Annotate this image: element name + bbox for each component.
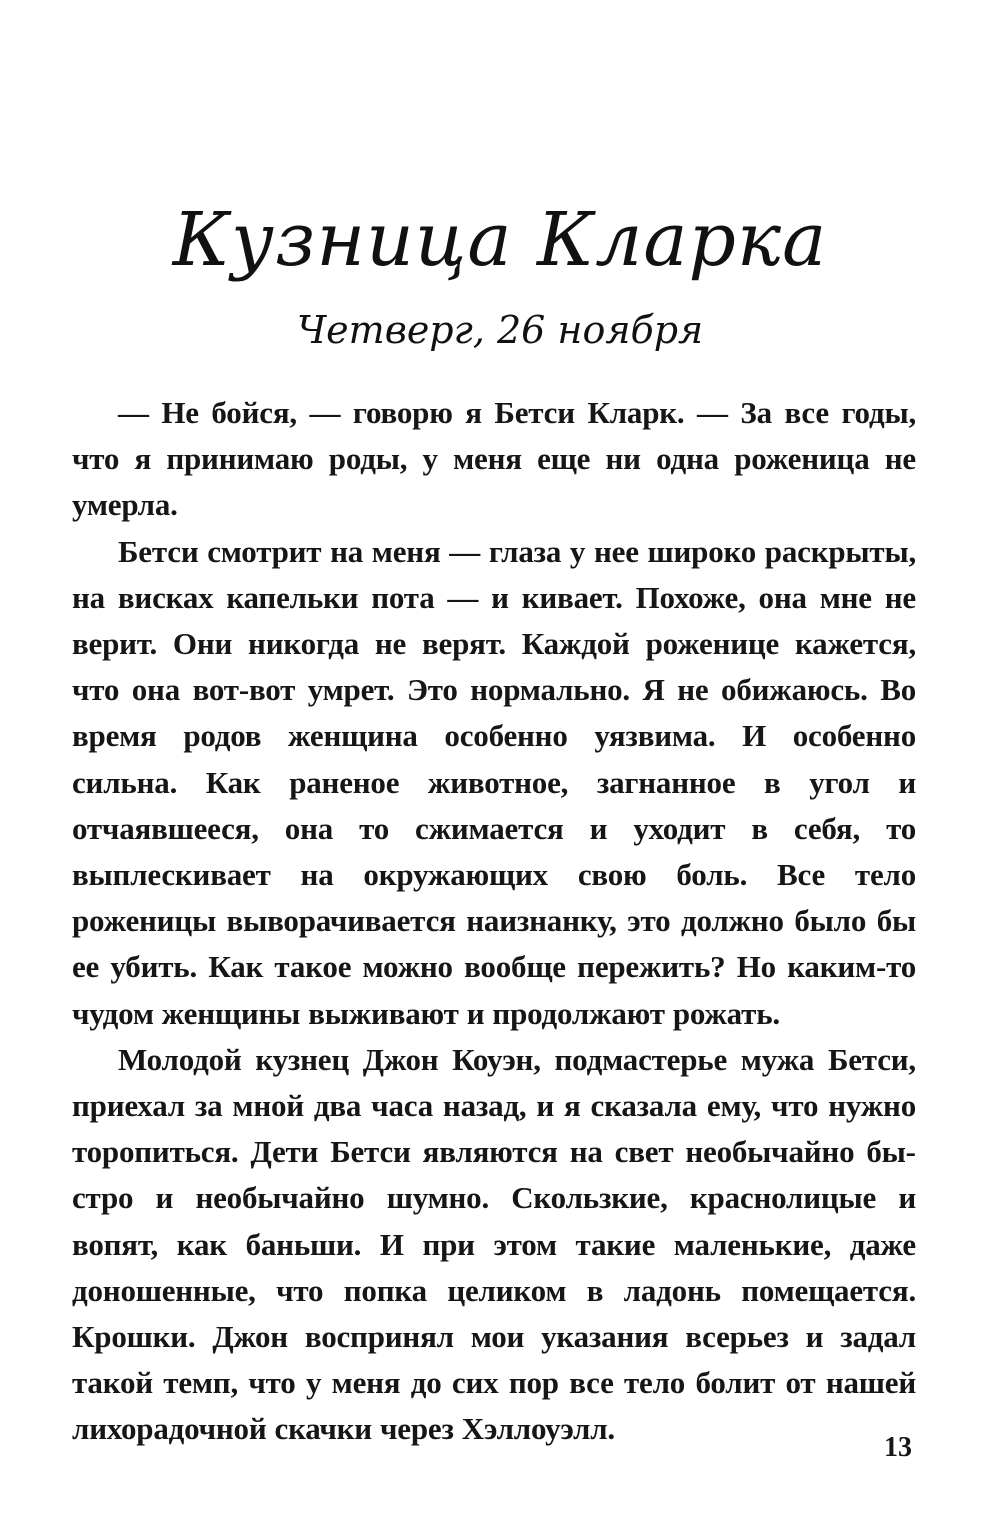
paragraph: Бетси смотрит на меня — глаза у нее широко раскрыты, на висках капельки пота — и кивает. Похоже, она мне не верит. Они никогда не верят. Каждой роженице кажется, что она вот-вот умрет. Это нормально. Я не обижаюсь. Во время родов женщина особенно уязвима. И особенно сильна. Как раненое животное, загнанное в угол и отчаявшееся, она то сжимается и уходит в себя, то выплескивает на окружающих свою боль. Все тело роженицы выворачивается наизнанку, это должно было бы ее убить. Как такое можно вообще пережить? Но каким-то чудом женщины выживают и продолжают рожать. bbox=[72, 533, 916, 1031]
chapter-date: Четверг, 26 ноября bbox=[296, 308, 704, 352]
chapter-title: Кузница Кларка bbox=[172, 197, 828, 283]
page-number: 13 bbox=[884, 1432, 912, 1463]
paragraph: Молодой кузнец Джон Коуэн, подмастерье мужа Бетси, приехал за мной два часа назад, и я сказала ему, что нужно торопиться. Дети Бетси являются на свет необычайно быстро и необычайно шумно. Скользкие, краснолицые и вопят, как баньши. И при этом такие маленькие, даже доношенные, что попка целиком в ладонь помещается. Крошки. Джон воспринял мои указания всерьез и задал такой темп, что у меня до сих пор все тело болит от нашей лихорадочной скачки через Хэллоуэлл. bbox=[72, 1041, 916, 1447]
body-text bbox=[72, 390, 916, 1453]
paragraph: — Не бойся, — говорю я Бетси Кларк. — За все годы, что я принимаю роды, у меня еще ни одна роженица не умерла. bbox=[72, 395, 916, 523]
